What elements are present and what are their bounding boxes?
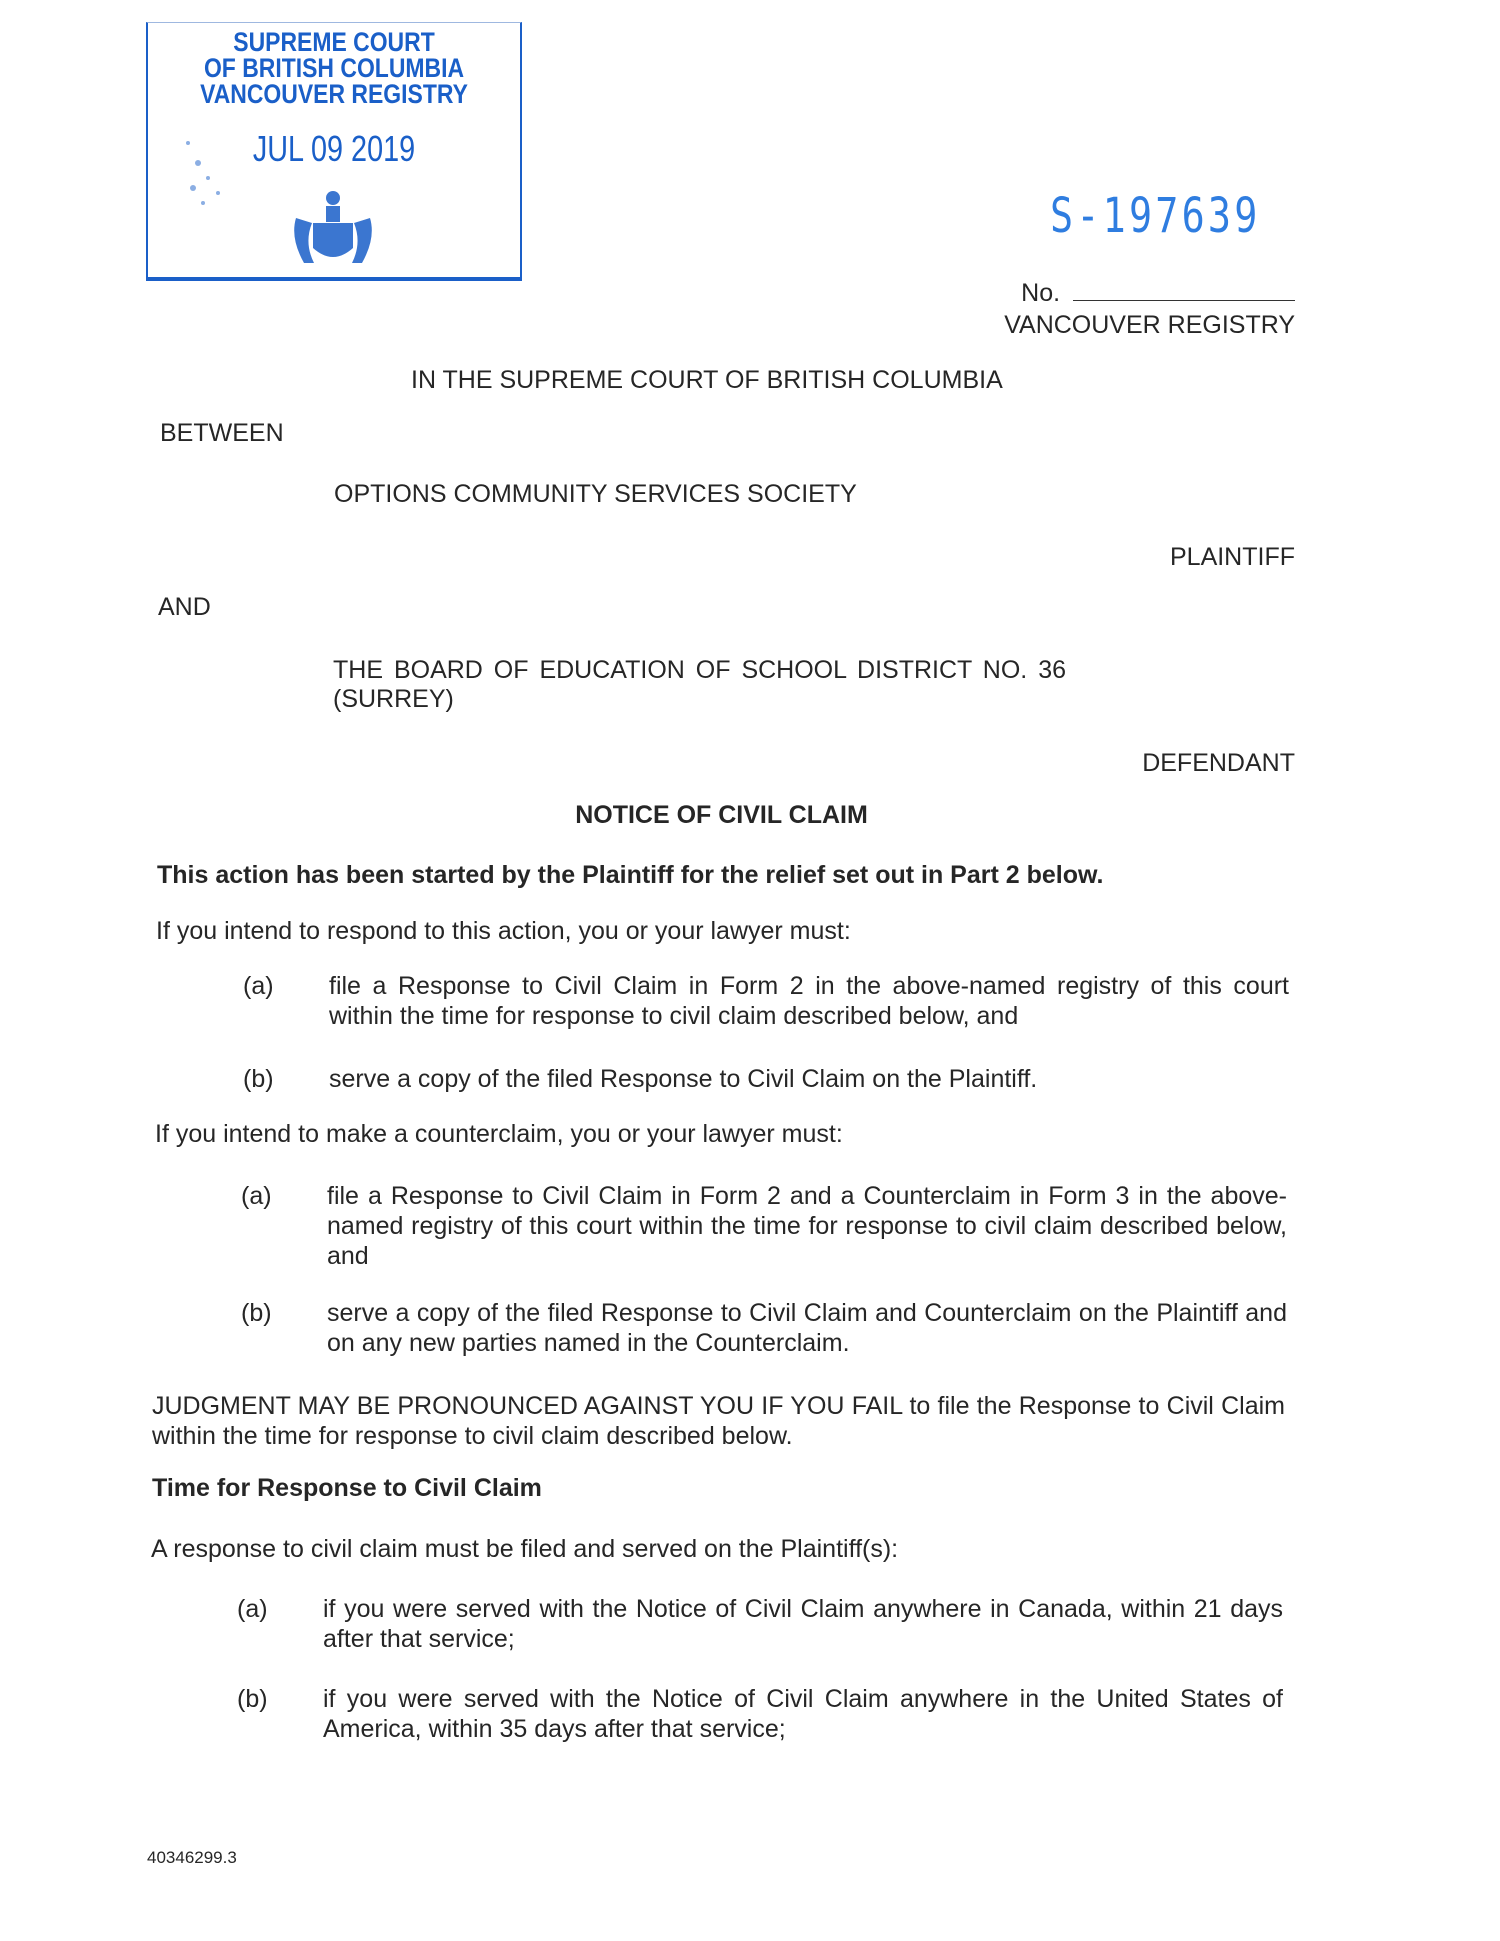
time-item-a: if you were served with the Notice of Civil Claim anywhere in Canada, within 21 days after that service; [323,1595,1283,1653]
time-item-b: if you were served with the Notice of Civil Claim anywhere in the United States of America, within 35 days after that service; [323,1685,1283,1743]
respond-item-b: serve a copy of the filed Response to Civil Claim on the Plaintiff. [329,1065,1038,1093]
stamp-speckle [178,133,238,213]
file-number-label: No. [1021,279,1061,307]
stamp-line: OF BRITISH COLUMBIA [203,53,465,83]
document-title: NOTICE OF CIVIL CLAIM [575,801,868,829]
plaintiff-role: PLAINTIFF [1169,543,1295,571]
counter-intro: If you intend to make a counterclaim, you or your lawyer must: [155,1120,843,1148]
file-number-blank [1073,278,1295,301]
respond-intro: If you intend to respond to this action, you or your lawyer must: [156,917,851,945]
time-heading: Time for Response to Civil Claim [152,1474,542,1502]
item-label: (b) [237,1685,268,1713]
document-id: 40346299.3 [147,1848,237,1867]
item-label: (b) [241,1299,272,1327]
court-registry-stamp [146,22,522,281]
defendant-name-cont: (SURREY) [333,685,454,713]
time-intro: A response to civil claim must be filed and served on the Plaintiff(s): [151,1535,899,1563]
item-label: (a) [237,1595,268,1623]
file-number-line [1021,278,1295,308]
item-label: (a) [241,1182,272,1210]
judgment-warning: JUDGMENT MAY BE PRONOUNCED AGAINST YOU IF YOU FAIL to file the Response to Civil Claim within the time for response to civil claim described below. [152,1392,1285,1450]
court-title: IN THE SUPREME COURT OF BRITISH COLUMBIA [411,366,1003,394]
item-label: (a) [243,972,274,1000]
intro-statement: This action has been started by the Plaintiff for the relief set out in Part 2 below. [157,861,1104,889]
counter-item-b: serve a copy of the filed Response to Civil Claim and Counterclaim on the Plaintiff and on any new parties named in the Counterclaim. [327,1299,1287,1357]
case-number-stamp: S-197639 [1050,188,1261,244]
respond-item-a: file a Response to Civil Claim in Form 2 in the above-named registry of this court within the time for response to civil claim described below, and [329,972,1289,1030]
stamp-line: VANCOUVER REGISTRY [200,79,468,109]
counter-item-a: file a Response to Civil Claim in Form 2 and a Counterclaim in Form 3 in the above-named registry of this court within the time for response to civil claim described below, and [327,1182,1287,1270]
plaintiff-name: OPTIONS COMMUNITY SERVICES SOCIETY [334,480,857,508]
item-label: (b) [243,1065,274,1093]
defendant-name: THE BOARD OF EDUCATION OF SCHOOL DISTRICT NO. 36 [333,656,1067,684]
stamp-line: SUPREME COURT [233,27,435,57]
coat-of-arms-icon [288,188,378,268]
registry-label: VANCOUVER REGISTRY [1004,311,1295,339]
defendant-role: DEFENDANT [1142,749,1295,777]
and-label: AND [158,593,211,621]
between-label: BETWEEN [160,419,284,447]
stamp-date: JUL 09 2019 [252,128,416,169]
